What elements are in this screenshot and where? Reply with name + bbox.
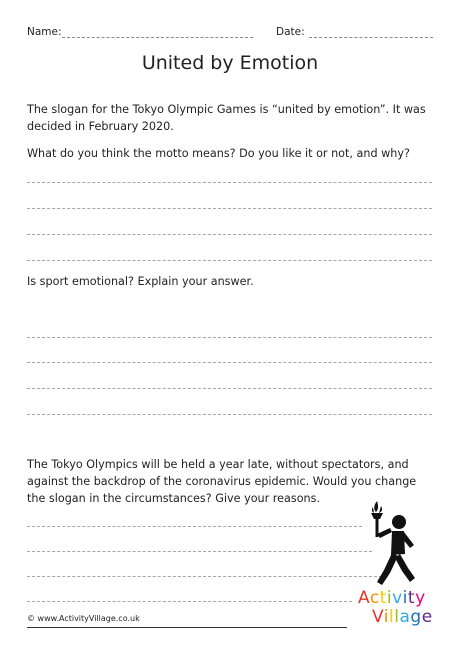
logo-word-village: Village [372,607,433,627]
question-2: Is sport emotional? Explain your answer. [27,275,254,288]
question-3: The Tokyo Olympics will be held a year late, without spectators, and against the backdrop of the coronavirus epidemic. Would you change the slogan in the circumstances? Give your reasons. [27,458,417,505]
answer-line[interactable] [27,526,362,527]
answer-line[interactable] [27,182,432,183]
answer-line[interactable] [27,260,432,261]
name-field[interactable] [62,37,253,38]
answer-line[interactable] [27,388,432,389]
date-field[interactable] [309,37,433,38]
answer-line[interactable] [27,601,352,602]
torch-bearer-icon [360,498,420,598]
answer-line[interactable] [27,576,382,577]
footer-url[interactable]: © www.ActivityVillage.co.uk [27,614,140,623]
logo-word-activity: Activity [358,588,426,608]
answer-line[interactable] [27,414,432,415]
footer-divider [27,627,347,628]
name-label: Name: [27,26,62,38]
page-title: United by Emotion [141,52,319,74]
question-1: What do you think the motto means? Do you like it or not, and why? [27,147,410,160]
answer-line[interactable] [27,551,372,552]
answer-line[interactable] [27,362,432,363]
activity-village-logo [358,588,442,638]
answer-line[interactable] [27,234,432,235]
answer-line[interactable] [27,337,432,338]
answer-line[interactable] [27,208,432,209]
date-label: Date: [276,26,305,38]
intro-text: The slogan for the Tokyo Olympic Games is “united by emotion”. It was decided in February 2020. [27,103,426,133]
